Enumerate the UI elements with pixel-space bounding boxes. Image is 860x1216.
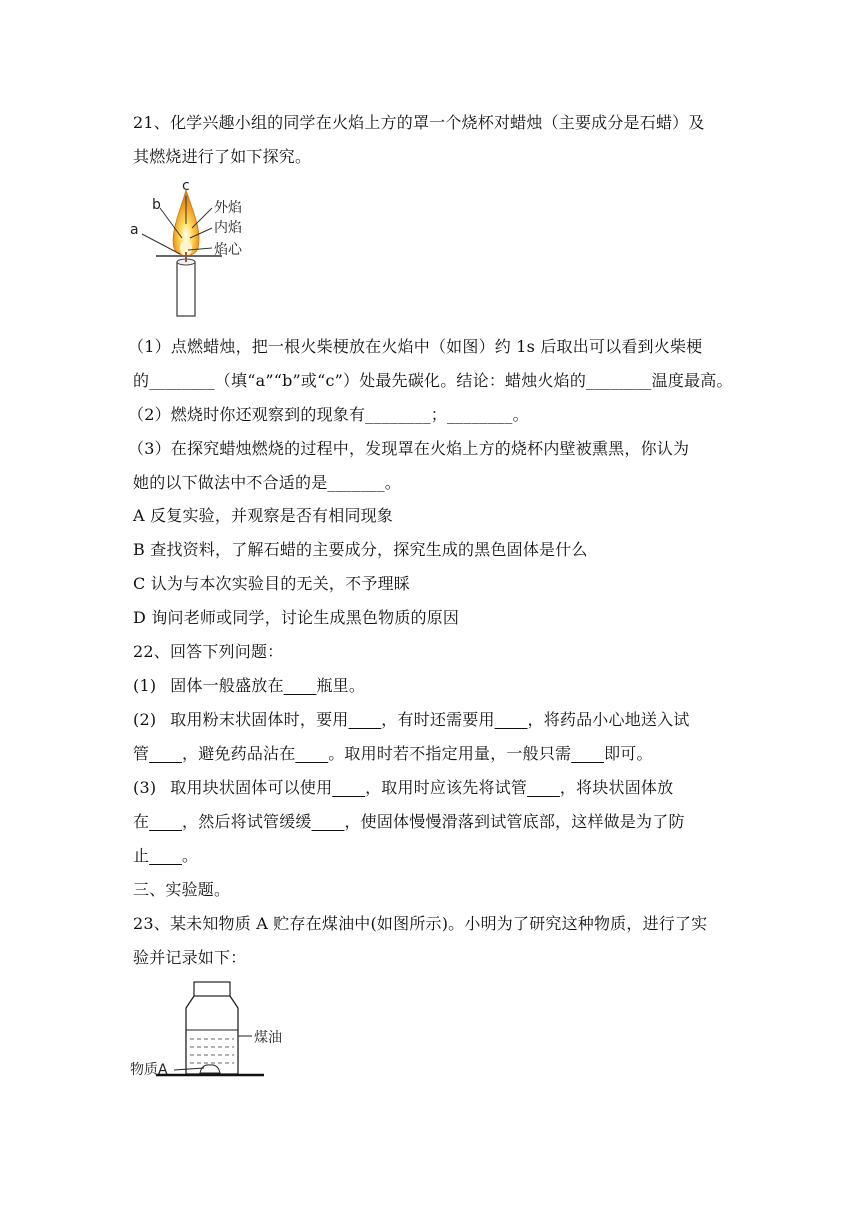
q21-stem-line2: 其燃烧进行了如下探究。 xyxy=(133,147,312,166)
label-kerosene: 煤油 xyxy=(254,1030,282,1046)
q21-option-a: A 反复实验，并观察是否有相同现象 xyxy=(133,506,394,525)
q22-item2-text-e: ，避免药品沾在 xyxy=(182,744,296,763)
answer-blank: ____ xyxy=(494,710,528,729)
q21-part3-line2: 她的以下做法中不合适的是_______。 xyxy=(133,473,402,492)
q22-item2-text-d: 管 xyxy=(133,744,150,763)
q21-option-c: C 认为与本次实验目的无关，不予理睬 xyxy=(133,574,410,593)
q21-stem-line1: 21、化学兴趣小组的同学在火焰上方的罩一个烧杯对蜡烛（主要成分是石蜡）及 xyxy=(133,113,705,132)
q22-item2-text-g: 即可。 xyxy=(604,744,653,763)
q21-option-d: D 询问老师或同学，讨论生成黑色物质的原因 xyxy=(133,608,460,627)
q21-part1-line2: 的________（填“a”“b”或“c”）处最先碳化。结论：蜡烛火焰的________温度最高。 xyxy=(133,371,733,390)
q22-item3-text-c: ，将块状固体放 xyxy=(559,778,674,797)
label-flame-core: 焰心 xyxy=(214,242,242,258)
answer-blank: ____ xyxy=(311,812,345,831)
answer-blank: ____ xyxy=(149,846,183,865)
q21-part3-line1: （3）在探究蜡烛燃烧的过程中，发现罩在火焰上方的烧杯内壁被熏黑，你认为 xyxy=(128,439,690,458)
q21-part2: （2）燃烧时你还观察到的现象有________；________。 xyxy=(128,405,529,424)
q22-item2-text-b: ，有时还需要用 xyxy=(381,710,495,729)
answer-blank: ____ xyxy=(348,710,382,729)
answer-blank: ____ xyxy=(283,676,317,695)
q22-item1-text-b: 瓶里。 xyxy=(316,676,366,695)
section-heading: 三、实验题。 xyxy=(133,880,231,899)
answer-blank: ____ xyxy=(571,744,605,763)
q21-option-b: B 查找资料，了解石蜡的主要成分，探究生成的黑色固体是什么 xyxy=(133,540,588,559)
answer-blank: ____ xyxy=(149,744,183,763)
q22-item3-text-h: 。 xyxy=(182,846,199,865)
q23-stem-line2: 验并记录如下： xyxy=(133,948,247,967)
q22-item3-text-b: ，取用时应该先将试管 xyxy=(365,778,528,797)
label-substance-a: 物质A xyxy=(130,1062,168,1078)
q22-item1-number: (1) xyxy=(133,676,157,695)
answer-blank: ____ xyxy=(527,778,560,797)
q22-item1-text-a: 固体一般盛放在 xyxy=(170,676,284,695)
q22-item2-text-c: ，将药品小心地送入试 xyxy=(527,710,690,729)
q22-item3-number: (3) xyxy=(133,778,157,797)
q22-item3-line2 xyxy=(133,812,685,832)
q22-item2-text-a: 取用粉末状固体时，要用 xyxy=(170,710,349,729)
q21-part1-line1: （1）点燃蜡烛，把一根火柴梗放在火焰中（如图）约 1s 后取出可以看到火柴梗 xyxy=(128,337,703,356)
kerosene-bottle-figure xyxy=(128,976,298,1082)
answer-blank: ____ xyxy=(149,812,183,831)
q22-item2-number: (2) xyxy=(133,710,157,729)
substance-a-lump xyxy=(200,1065,220,1073)
candle-flame-figure xyxy=(128,178,258,320)
q22-item3-text-f: ，使固体慢慢滑落到试管底部，这样做是为了防 xyxy=(344,812,685,831)
label-inner-flame: 内焰 xyxy=(214,220,242,236)
q22-item3-text-g: 止 xyxy=(133,846,150,865)
q22-item3-line3 xyxy=(133,846,198,866)
q22-title: 22、回答下列问题： xyxy=(133,642,284,661)
q22-item3-text-d: 在 xyxy=(133,812,150,831)
label-a: a xyxy=(130,222,139,238)
q22-item1 xyxy=(133,676,365,696)
q22-item3-text-e: ，然后将试管缓缓 xyxy=(182,812,312,831)
label-b: b xyxy=(152,197,161,213)
answer-blank: ____ xyxy=(332,778,366,797)
q22-item2-text-f: 。取用时若不指定用量，一般只需 xyxy=(328,744,572,763)
q22-item2-line1 xyxy=(133,710,690,730)
label-outer-flame: 外焰 xyxy=(214,200,242,216)
q22-item3-text-a: 取用块状固体可以使用 xyxy=(170,778,333,797)
label-c: c xyxy=(182,178,190,194)
q22-item2-line2 xyxy=(133,744,653,764)
answer-blank: ____ xyxy=(295,744,329,763)
candle-body xyxy=(177,262,195,316)
q22-item3-line1 xyxy=(133,778,673,798)
bottle-body xyxy=(186,996,238,1074)
q23-stem-line1: 23、某未知物质 A 贮存在煤油中(如图所示)。小明为了研究这种物质，进行了实 xyxy=(133,914,708,933)
